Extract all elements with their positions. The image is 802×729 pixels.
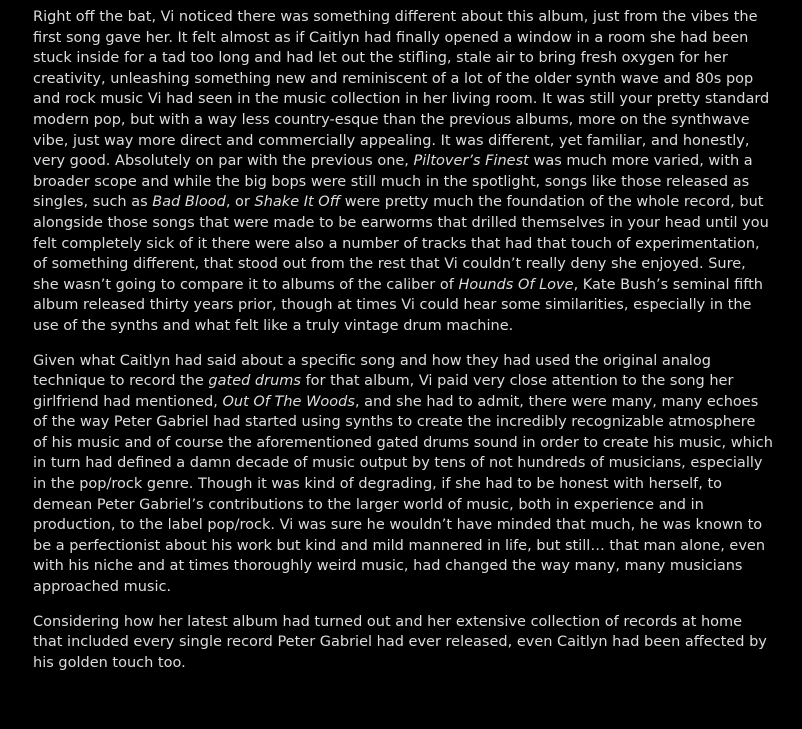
text-run: for that album, Vi paid very close attention to the song her girlfriend had mentioned, bbox=[33, 373, 734, 410]
text-run: Right off the bat, Vi noticed there was something different about this album, just from the vibes the first song gave her. It felt almost as if Caitlyn had finally opened a window in a room she had been stuck inside for a tad too long and had let out the stifling, stale air to bring fresh oxygen for her creativity, unleashing something new and reminiscent of a lot of the older synth wave and 80s pop and rock music Vi had seen in the music collection in her living room. It was still your pretty standard modern pop, but with a way less country-esque than the previous albums, more on the synthwave vibe, just way more direct and commercially appealing. It was different, yet familiar, and honestly, very good. Absolutely on par with the previous one, bbox=[33, 9, 770, 170]
text-run: , or bbox=[225, 194, 255, 211]
italic-title: Out Of The Woods bbox=[222, 393, 355, 410]
italic-title: gated drums bbox=[208, 373, 301, 390]
italic-title: Shake It Off bbox=[254, 194, 341, 211]
paragraph-1 bbox=[33, 7, 773, 337]
italic-title: Bad Blood bbox=[152, 194, 226, 211]
text-run: Considering how her latest album had turned out and her extensive collection of records at home that included every single record Peter Gabriel had ever released, even Caitlyn had been affected by his golden touch too. bbox=[33, 613, 767, 671]
text-run: , Kate Bush’s seminal fifth album released thirty years prior, though at times Vi could hear some similarities, especially in the use of the synths and what felt like a truly vintage drum machine. bbox=[33, 276, 763, 334]
paragraph-2 bbox=[33, 351, 773, 598]
italic-title: Hounds Of Love bbox=[458, 276, 574, 293]
italic-title: Piltover’s Finest bbox=[413, 153, 529, 170]
text-run: , and she had to admit, there were many, many echoes of the way Peter Gabriel had started using synths to create the incredibly recognizable atmosphere of his music and of course the aforementioned gated drums sound in order to create his music, which in turn had defined a damn decade of music output by tens of not hundreds of musicians, especially in the pop/rock genre. Though it was kind of degrading, if she had to be honest with herself, to demean Peter Gabriel’s contributions to the larger world of music, both in experience and in production, to the label pop/rock. Vi was sure he wouldn’t have minded that much, he was known to be a perfectionist about his work but kind and mild mannered in life, but still… that man alone, even with his niche and at times thoroughly weird music, had changed the way many, many musicians approached music. bbox=[33, 393, 773, 596]
document-body bbox=[33, 7, 773, 673]
paragraph-3 bbox=[33, 612, 773, 674]
text-run: Given what Caitlyn had said about a specific song and how they had used the original analog technique to record the bbox=[33, 352, 711, 390]
text-run: was much more varied, with a broader scope and while the big bops were still much in the spotlight, songs like those released as singles, such as bbox=[33, 153, 753, 211]
text-run: were pretty much the foundation of the whole record, but alongside those songs that were made to be earworms that drilled themselves in your head until you felt completely sick of it there were also a number of tracks that had that touch of experimentation, of something different, that stood out from the rest that Vi couldn’t really deny she enjoyed. Sure, she wasn’t going to compare it to albums of the caliber of bbox=[33, 194, 769, 293]
